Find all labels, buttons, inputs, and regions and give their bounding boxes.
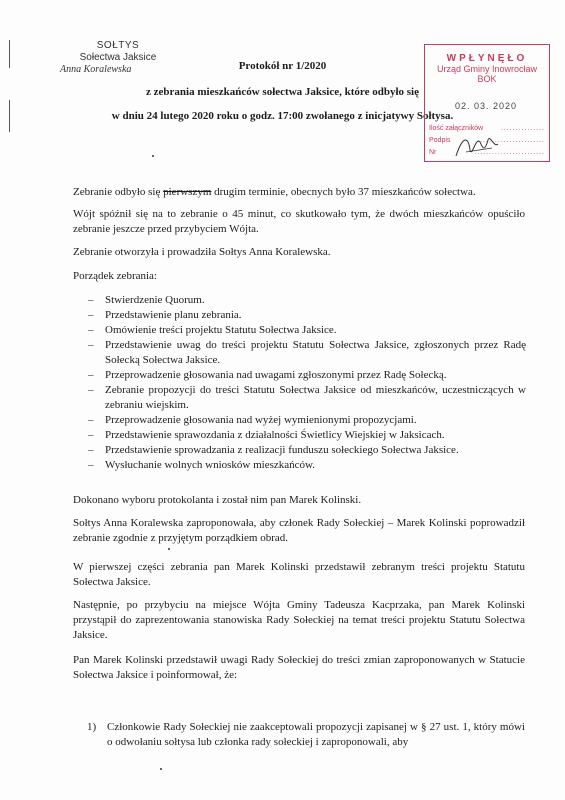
received-stamp-number: Nr bbox=[429, 149, 437, 156]
item-text: Członkowie Rady Sołeckiej nie zaakceptowali propozycji zapisanej w § 27 ust. 1, który mówi o odwołaniu sołtysa lub członka rady sołeckiej i zaproponowali, aby bbox=[107, 721, 525, 748]
agenda-item: – Zebranie propozycji do treści Statutu Sołectwa Jaksice od mieszkańców, uczestniczących w zebraniu wiejskim. bbox=[70, 383, 526, 413]
document-title: Protokół nr 1/2020 bbox=[238, 60, 327, 72]
scan-speck bbox=[152, 155, 154, 157]
agenda-item: – Wysłuchanie wolnych wniosków mieszkańców. bbox=[70, 458, 526, 473]
paragraph-wojt-late: Wójt spóźnił się na to zebranie o 45 minut, co skutkowało tym, że dwóch mieszkańców opuściło zebranie jeszcze przed przybyciem Wójta. bbox=[73, 208, 525, 235]
stamp-line-title: SOŁTYS bbox=[96, 40, 140, 51]
paragraph-meeting-term bbox=[73, 185, 525, 200]
paragraph-first-part: W pierwszej części zebrania pan Marek Kolinski przedstawił zebranym treści projektu Statutu Sołectwa Jaksice. bbox=[73, 561, 525, 588]
agenda-item: – Stwierdzenie Quorum. bbox=[70, 293, 526, 308]
agenda-item: – Przedstawienie sprowadzania z realizacji funduszu sołeckiego Sołectwa Jaksice. bbox=[70, 443, 526, 458]
scan-speck bbox=[168, 548, 170, 550]
paragraph-text: drugim terminie, obecnych było 37 mieszkańców sołectwa. bbox=[211, 186, 476, 198]
struck-word: pierwszym bbox=[163, 186, 212, 198]
agenda-item: – Przedstawienie planu zebrania. bbox=[70, 308, 526, 323]
received-stamp-attachments: Ilość załączników bbox=[429, 125, 484, 132]
item-number: 1) bbox=[87, 721, 97, 733]
paragraph-wojt-arrival: Następnie, po przybyciu na miejsce Wójta Gminy Tadeusza Kacprzaka, pan Marek Kolinski przystąpił do zaprezentowania stanowiska Rady Sołeckiej na temat treści projektu Statutu Sołectwa Jaksice. bbox=[73, 599, 525, 641]
paragraph-council-remarks: Pan Marek Kolinski przedstawił uwagi Rady Sołeckiej do treści zmian zaproponowanych w Statucie Sołectwa Jaksice i poinformował, że: bbox=[73, 654, 525, 681]
received-stamp-dots: ....................... bbox=[477, 137, 545, 144]
paragraph-chair-proposal: Sołtys Anna Koralewska zaproponowała, aby członek Rady Sołeckiej – Marek Kolinski poprowadził zebranie zgodnie z przyjętym porządkiem obrad. bbox=[73, 517, 525, 544]
agenda-item: – Przedstawienie uwag do treści projektu Statutu Sołectwa Jaksice, zgłoszonych przez Radę Sołecką Sołectwa Jaksice. bbox=[70, 338, 526, 368]
received-stamp-bok: BOK bbox=[477, 74, 497, 84]
received-stamp-dots: ........................ bbox=[474, 149, 545, 156]
received-stamp-title: WPŁYNĘŁO bbox=[446, 53, 528, 64]
numbered-item-1 bbox=[89, 720, 525, 750]
agenda-item: – Przeprowadzenie głosowania nad wyżej wymienionymi propozycjami. bbox=[70, 413, 526, 428]
received-stamp-signature: Podpis bbox=[429, 137, 451, 144]
agenda-list bbox=[70, 293, 526, 473]
scan-speck bbox=[160, 768, 162, 770]
stamp-line-village: Sołectwa Jaksice bbox=[79, 52, 157, 63]
stamp-line-name: Anna Koralewska bbox=[60, 64, 132, 75]
paragraph-opening: Zebranie otworzyła i prowadziła Sołtys Anna Koralewska. bbox=[73, 246, 331, 258]
paragraph-recorder: Dokonano wyboru protokolanta i został nim pan Marek Kolinski. bbox=[73, 494, 362, 506]
agenda-item: – Przeprowadzenie głosowania nad uwagami zgłoszonymi przez Radę Sołecką. bbox=[70, 368, 526, 383]
document-subtitle-line1: z zebrania mieszkańców sołectwa Jaksice, które odbyło się bbox=[146, 86, 419, 98]
handwritten-signature bbox=[452, 128, 502, 164]
agenda-heading: Porządek zebrania: bbox=[73, 270, 157, 282]
received-stamp-dots: ............... bbox=[500, 125, 545, 132]
agenda-item: – Omówienie treści projektu Statutu Sołectwa Jaksice. bbox=[70, 323, 526, 338]
received-stamp-office: Urząd Gminy Inowrocław bbox=[436, 64, 538, 74]
document-subtitle-line2: w dniu 24 lutego 2020 roku o godz. 17:00 zwołanego z inicjatywy Sołtysa. bbox=[111, 110, 454, 122]
received-stamp-date: 02. 03. 2020 bbox=[455, 101, 518, 111]
paragraph-text: Zebranie odbyło się bbox=[73, 186, 164, 198]
agenda-item: – Przedstawienie sprawozdania z działalności Świetlicy Wiejskiej w Jaksicach. bbox=[70, 428, 526, 443]
